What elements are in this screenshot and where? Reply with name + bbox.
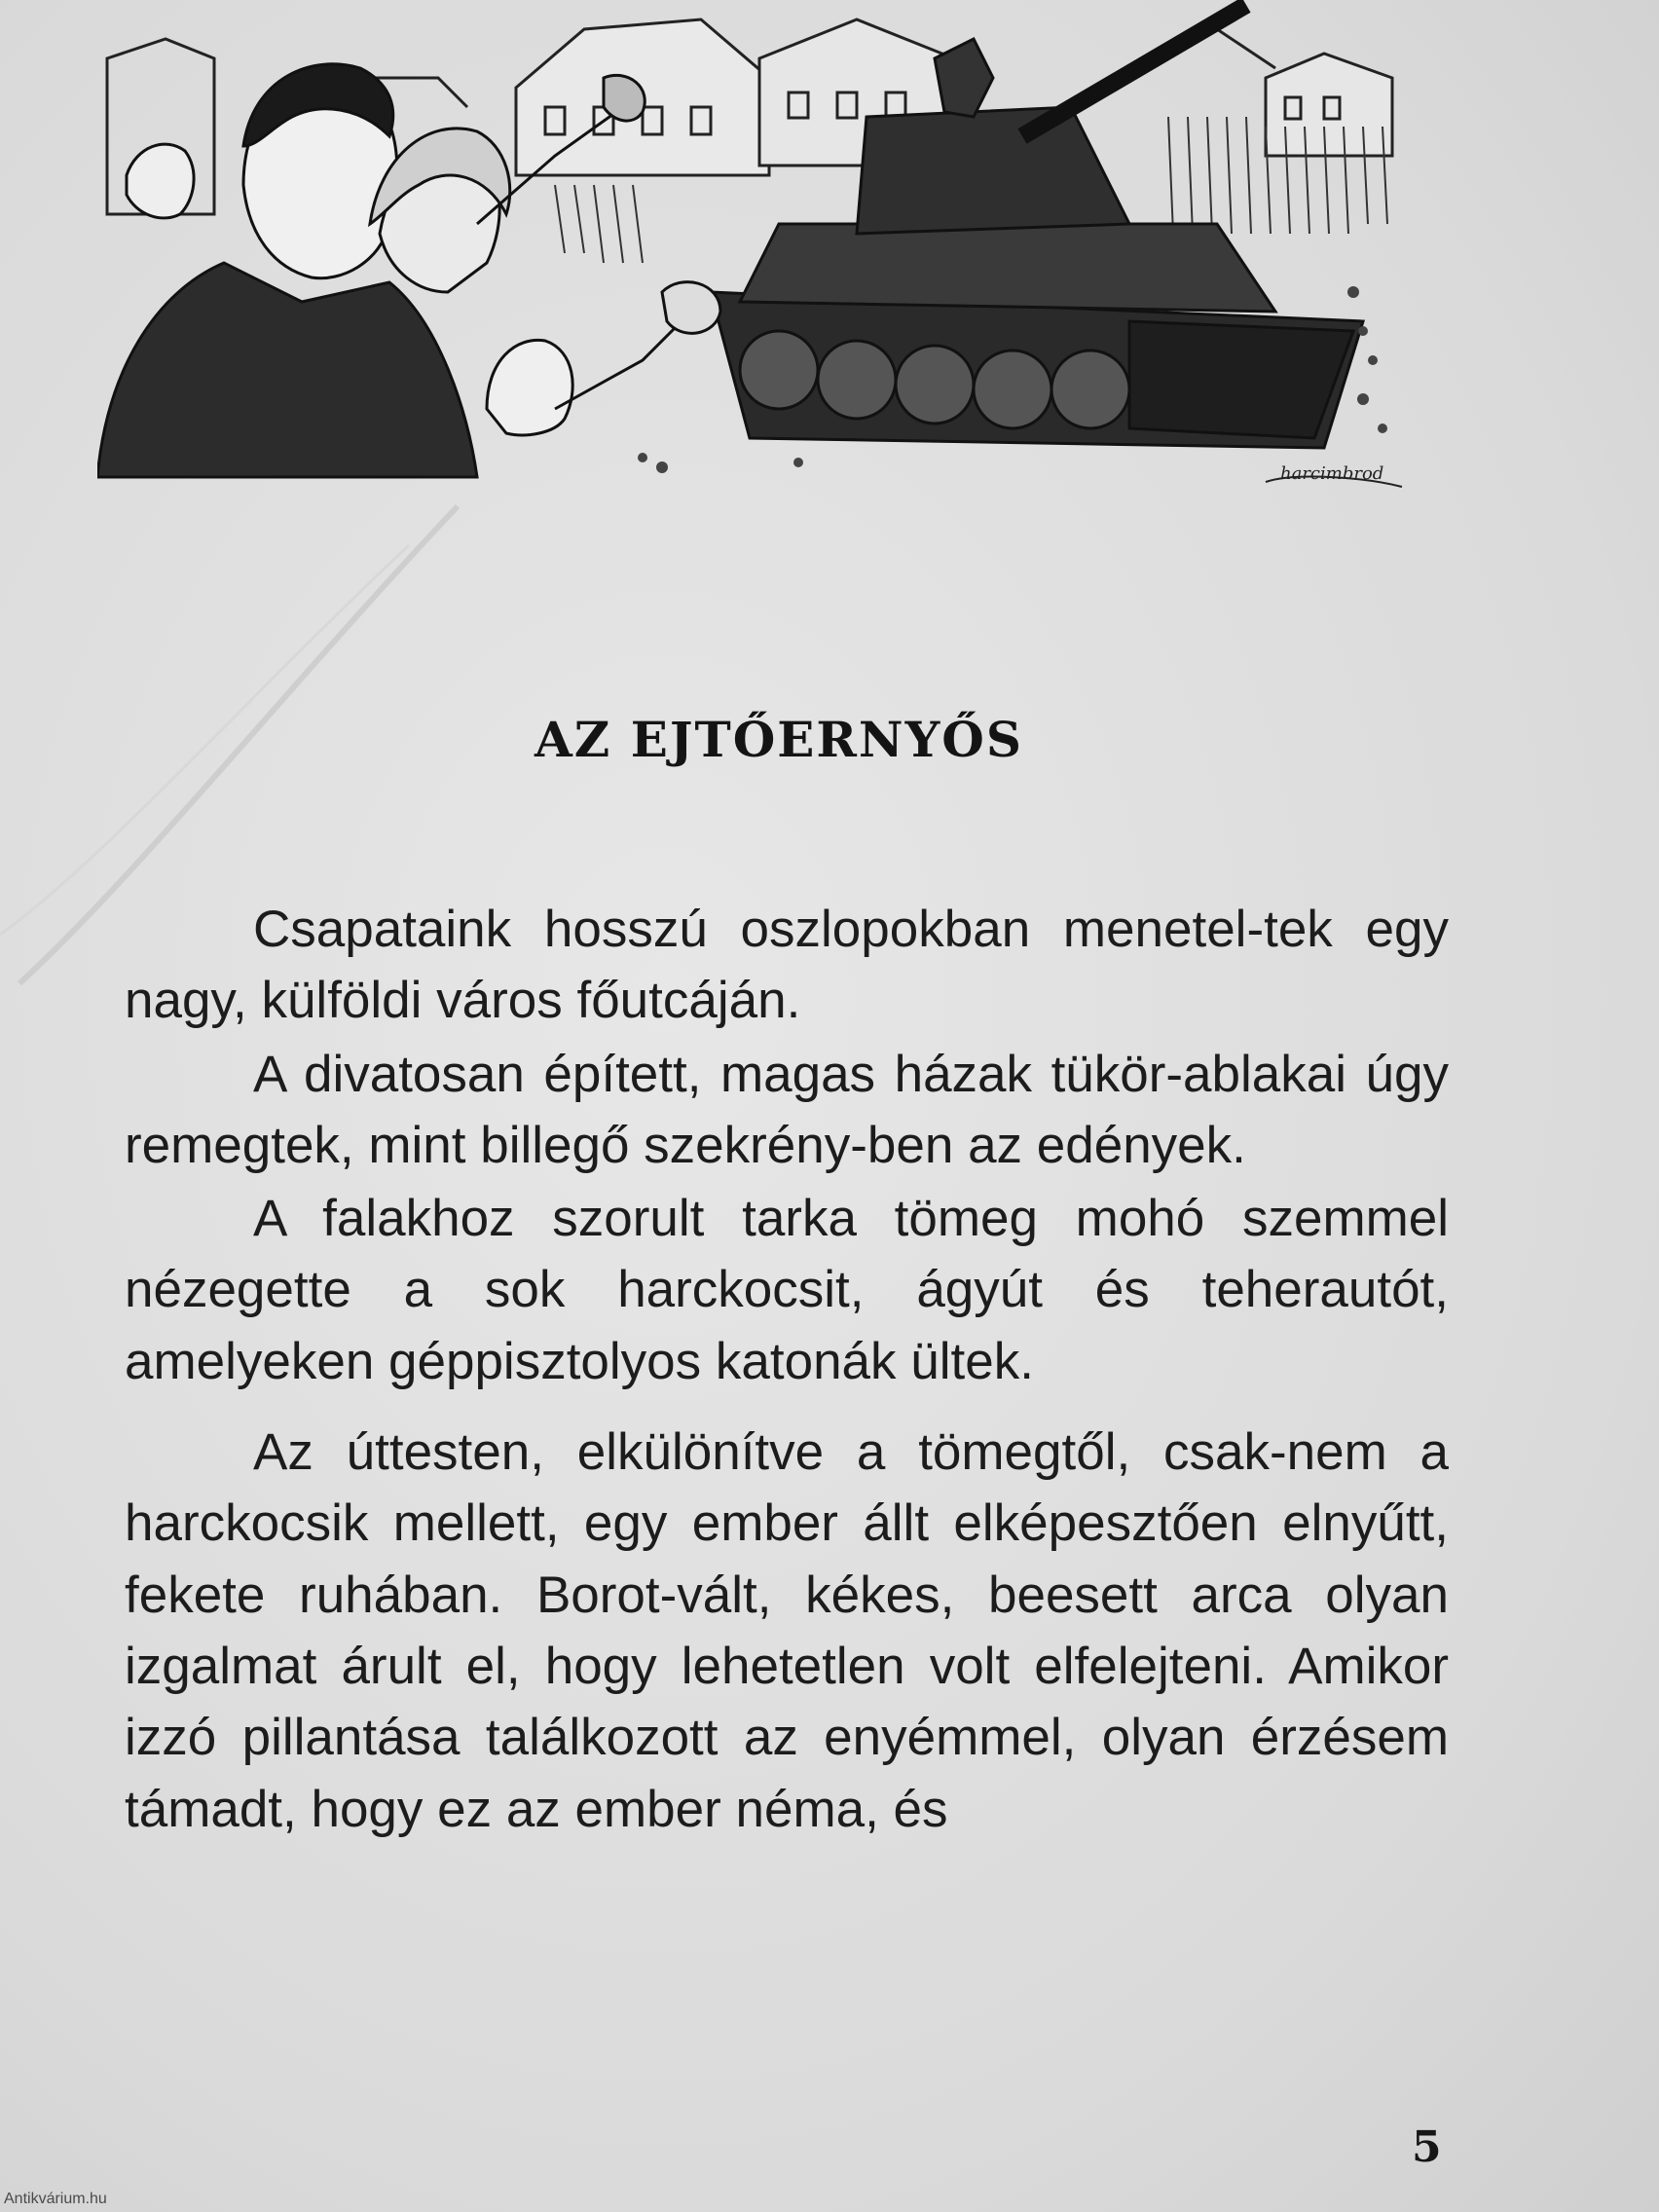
paragraph: Csapataink hosszú oszlopokban menetel-tek egy nagy, külföldi város főutcáján. (125, 901, 1449, 1030)
paragraph: A divatosan épített, magas házak tükör-ablakai úgy remegtek, mint billegő szekrény-ben az edények. (125, 1045, 1449, 1174)
paragraph: A falakhoz szorult tarka tömeg mohó szemmel nézegette a sok harckocsit, ágyút és teherautót, amelyeken géppisztolyos katonák ültek. (125, 1190, 1449, 1390)
source-watermark: Antikvárium.hu (4, 2191, 107, 2207)
tank-parade-illustration (97, 0, 1412, 516)
page-number: 5 (1412, 2122, 1442, 2172)
body-text (125, 894, 1449, 1845)
illustration-signature: harcimbrod (1280, 463, 1384, 484)
chapter-title: AZ EJTŐERNYŐS (535, 711, 1023, 768)
paragraph: Az úttesten, elkülönítve a tömegtől, csak-nem a harckocsik mellett, egy ember állt elképesztően elnyűtt, fekete ruhában. Borot-vált, kékes, beesett arca olyan izgalmat árult el, hogy lehetetlen volt elfelejteni. Amikor izzó pillantása találkozott az enyémmel, olyan érzésem támadt, hogy ez az ember néma, és (125, 1423, 1449, 1838)
